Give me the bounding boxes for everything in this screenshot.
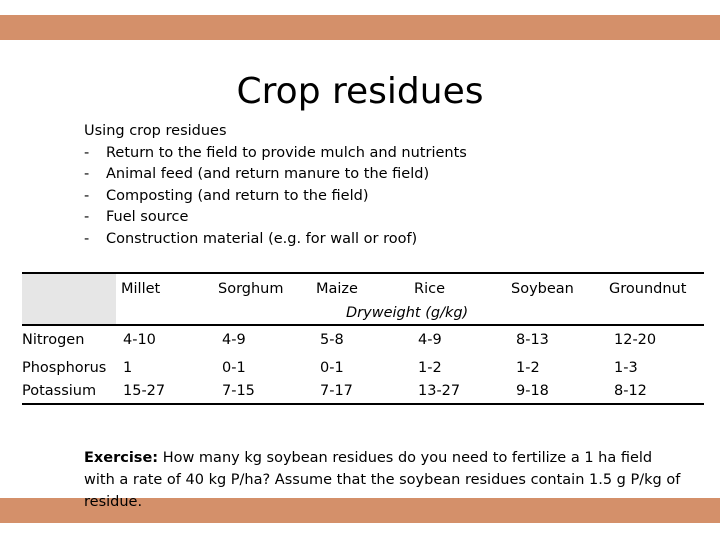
table-cell: 4-9 bbox=[222, 332, 246, 348]
table-cell: 8-12 bbox=[614, 383, 647, 399]
table-cell: 0-1 bbox=[222, 360, 246, 376]
table-cell: 15-27 bbox=[123, 383, 166, 399]
table-cell: 13-27 bbox=[418, 383, 461, 399]
table-cell: 8-13 bbox=[516, 332, 549, 348]
table-bottom-rule bbox=[22, 403, 704, 405]
table-top-rule bbox=[22, 272, 704, 274]
table-cell: 12-20 bbox=[614, 332, 657, 348]
table-cell: 1-2 bbox=[418, 360, 442, 376]
intro-heading: Using crop residues bbox=[84, 123, 227, 139]
exercise-label: Exercise: bbox=[84, 449, 159, 466]
column-header-maize: Maize bbox=[316, 281, 358, 297]
column-header-groundnut: Groundnut bbox=[609, 281, 687, 297]
table-header-rule bbox=[22, 324, 704, 326]
row-label-phosphorus: Phosphorus bbox=[22, 360, 107, 376]
intro-section bbox=[84, 121, 467, 250]
table-cell: 4-10 bbox=[123, 332, 156, 348]
column-header-soybean: Soybean bbox=[511, 281, 574, 297]
table-cell: 5-8 bbox=[320, 332, 344, 348]
list-item: - Composting (and return to the field) bbox=[84, 187, 369, 204]
table-cell: 7-15 bbox=[222, 383, 255, 399]
row-label-nitrogen: Nitrogen bbox=[22, 332, 85, 348]
column-header-sorghum: Sorghum bbox=[218, 281, 284, 297]
list-item: - Construction material (e.g. for wall or roof) bbox=[84, 230, 418, 247]
nutrient-table bbox=[22, 272, 704, 405]
table-cell: 0-1 bbox=[320, 360, 344, 376]
top-accent-bar bbox=[0, 15, 720, 40]
exercise-text bbox=[84, 447, 684, 513]
list-item: - Animal feed (and return manure to the field) bbox=[84, 166, 430, 182]
slide-title: Crop residues bbox=[236, 71, 484, 113]
unit-label: Dryweight (g/kg) bbox=[346, 305, 469, 321]
exercise-question: How many kg soybean residues do you need to fertilize a 1 ha field with a rate of 40 kg P/ha? Assume that the soybean residues contain 1.5 g P/kg of residue. bbox=[84, 449, 681, 510]
table-cell: 1-3 bbox=[614, 360, 638, 376]
row-label-potassium: Potassium bbox=[22, 383, 97, 399]
table-cell: 1 bbox=[123, 360, 133, 376]
intro-list bbox=[84, 143, 467, 251]
table-corner-cell bbox=[22, 272, 116, 324]
column-header-millet: Millet bbox=[121, 281, 161, 297]
table-cell: 9-18 bbox=[516, 383, 549, 399]
table-cell: 4-9 bbox=[418, 332, 442, 348]
list-item: - Fuel source bbox=[84, 209, 189, 225]
list-item: - Return to the field to provide mulch and nutrients bbox=[84, 144, 467, 161]
table-cell: 7-17 bbox=[320, 383, 353, 399]
table-cell: 1-2 bbox=[516, 360, 540, 376]
column-header-rice: Rice bbox=[414, 281, 445, 297]
